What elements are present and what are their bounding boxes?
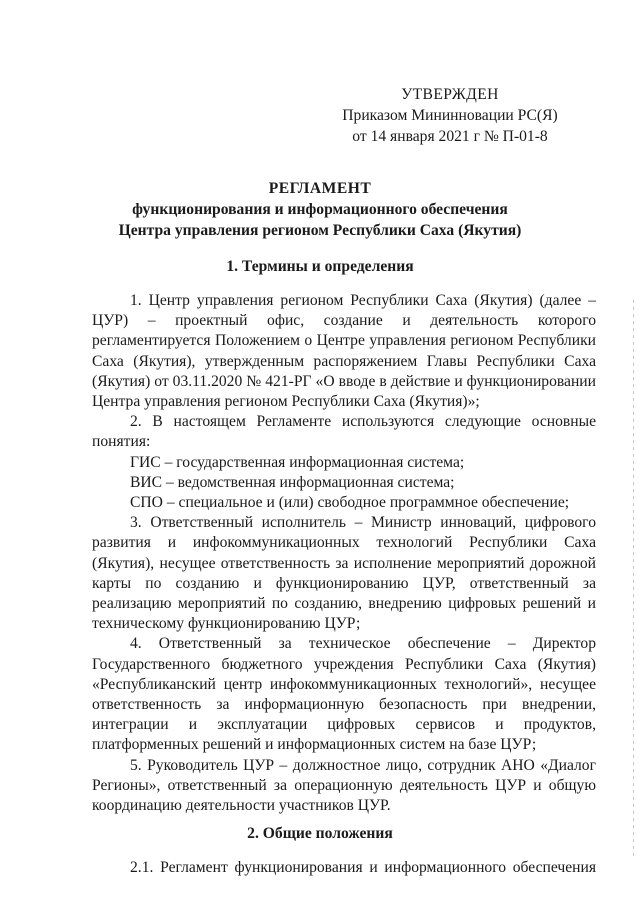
scan-edge-border: [633, 300, 634, 860]
paragraph-gis: ГИС – государственная информационная система;: [130, 453, 465, 471]
paragraph-4: 4. Ответственный за техническое обеспечение – Директор Государственного бюджетного учреждения Республики Саха (Якутия) «Республиканский центр инфокоммуникационных технологий», несущее ответственность за информационную безопасность при внедрении, интеграции и эксплуатации цифровых сервисов и продуктов, платформенных решений и информационных систем на базе ЦУР;: [92, 635, 596, 754]
paragraph-3: 3. Ответственный исполнитель – Министр инноваций, цифрового развития и инфокоммуникационных технологий Республики Саха (Якутия), несущее ответственность за исполнение мероприятий дорожной карты по созданию и функционированию ЦУР, ответственный за реализацию мероприятий по созданию, внедрению цифровых решений и техническому функционированию ЦУР;: [92, 514, 596, 633]
section-1-body: [92, 291, 596, 816]
approval-stamp: [330, 84, 570, 147]
section-1-heading: 1. Термины и определения: [226, 258, 414, 275]
paragraph-vis: ВИС – ведомственная информационная система;: [130, 473, 455, 491]
approval-order: Приказом Мининновации РС(Я): [342, 107, 558, 124]
approval-date: от 14 января 2021 г № П-01-8: [352, 128, 548, 145]
document-title-main: РЕГЛАМЕНТ: [268, 180, 372, 197]
section-2-body: [92, 858, 596, 878]
paragraph-2-1: 2.1. Регламент функционирования и информационного обеспечения: [130, 859, 596, 876]
paragraph-1: 1. Центр управления регионом Республики Саха (Якутия) (далее – ЦУР) – проектный офис, создание и деятельность которого регламентируется Положением о Центре управления регионом Республики Саха (Якутия), утвержденным распоряжением Главы Республики Саха (Якутия) от 03.11.2020 № 421-РГ «О вводе в действие и функционировании Центра управления регионом Республики Саха (Якутия)»;: [92, 292, 596, 411]
section-2-heading: 2. Общие положения: [247, 825, 393, 842]
paragraph-2: 2. В настоящем Регламенте используются следующие основные понятия:: [92, 413, 596, 451]
approval-title: УТВЕРЖДЕН: [401, 86, 499, 103]
document-title: [0, 178, 640, 241]
document-title-sub2: Центра управления регионом Республики Саха (Якутия): [118, 222, 522, 239]
document-title-sub1: функционирования и информационного обеспечения: [132, 201, 508, 218]
paragraph-spo: СПО – специальное и (или) свободное программное обеспечение;: [130, 494, 570, 512]
paragraph-5: 5. Руководитель ЦУР – должностное лицо, сотрудник АНО «Диалог Регионы», ответственный за операционную деятельность ЦУР и общую координацию деятельности участников ЦУР.: [92, 756, 596, 815]
